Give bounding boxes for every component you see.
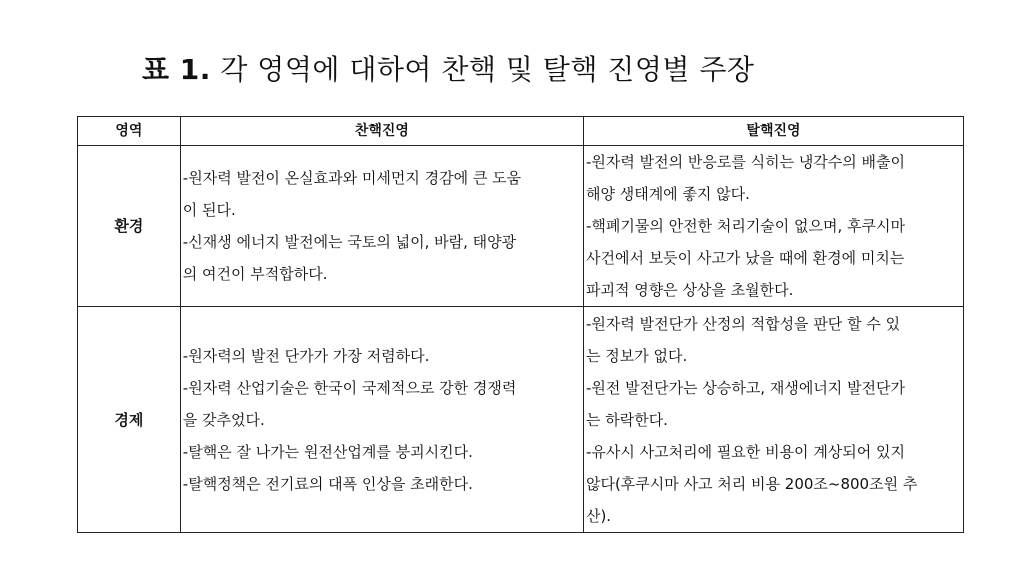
header-area: 영역 bbox=[78, 117, 181, 146]
text-line: -탈핵정책은 전기료의 대폭 인상을 초래한다. bbox=[182, 474, 473, 493]
text-line: -원자력 발전단가 산정의 적합성을 판단 할 수 있 bbox=[585, 314, 901, 333]
pro-environment bbox=[180, 146, 583, 307]
anti-economy bbox=[583, 307, 963, 533]
text-line: 의 여건이 부적합하다. bbox=[182, 265, 328, 283]
table-row bbox=[78, 307, 964, 533]
text-line: 해양 생태계에 좋지 않다. bbox=[585, 185, 750, 203]
text-line: -탈핵은 잘 나가는 원전산업계를 붕괴시킨다. bbox=[182, 442, 473, 461]
header-anti: 탈핵진영 bbox=[583, 117, 963, 146]
text-line: -핵폐기물의 안전한 처리기술이 없으며, 후쿠시마 bbox=[585, 217, 906, 235]
text-line: -원자력 산업기술은 한국이 국제적으로 강한 경쟁력 bbox=[182, 378, 517, 397]
text-line: 이 된다. bbox=[182, 201, 236, 219]
text-line: -원전 발전단가는 상승하고, 재생에너지 발전단가 bbox=[585, 378, 906, 397]
text-line: -신재생 에너지 발전에는 국토의 넓이, 바람, 태양광 bbox=[182, 233, 517, 251]
text-line: 는 하락한다. bbox=[585, 410, 668, 429]
text-line: 산). bbox=[585, 506, 612, 525]
text-line: -유사시 사고처리에 필요한 비용이 계상되어 있지 bbox=[585, 442, 906, 461]
arguments-table bbox=[77, 116, 964, 533]
text-line: 않다(후쿠시마 사고 처리 비용 200조~800조원 추 bbox=[585, 474, 918, 493]
text-line: -원자력의 발전 단가가 가장 저렴하다. bbox=[182, 346, 430, 365]
text-line: 사건에서 보듯이 사고가 났을 때에 환경에 미치는 bbox=[585, 249, 905, 267]
anti-environment bbox=[583, 146, 963, 307]
area-environment: 환경 bbox=[78, 146, 181, 307]
header-pro: 찬핵진영 bbox=[180, 117, 583, 146]
text-line: 을 갖추었다. bbox=[182, 410, 265, 429]
caption-label: 표 1. bbox=[142, 53, 211, 86]
table-caption bbox=[142, 48, 754, 88]
pro-economy bbox=[180, 307, 583, 533]
text-line: -원자력 발전의 반응로를 식히는 냉각수의 배출이 bbox=[585, 153, 906, 171]
text-line: -원자력 발전이 온실효과와 미세먼지 경감에 큰 도움 bbox=[182, 169, 522, 187]
text-line: 는 정보가 없다. bbox=[585, 346, 688, 365]
area-economy: 경제 bbox=[78, 307, 181, 533]
table-header-row bbox=[78, 117, 964, 146]
caption-text: 각 영역에 대하여 찬핵 및 탈핵 진영별 주장 bbox=[210, 53, 755, 86]
text-line: 파괴적 영향은 상상을 초월한다. bbox=[585, 281, 794, 299]
table-row bbox=[78, 146, 964, 307]
